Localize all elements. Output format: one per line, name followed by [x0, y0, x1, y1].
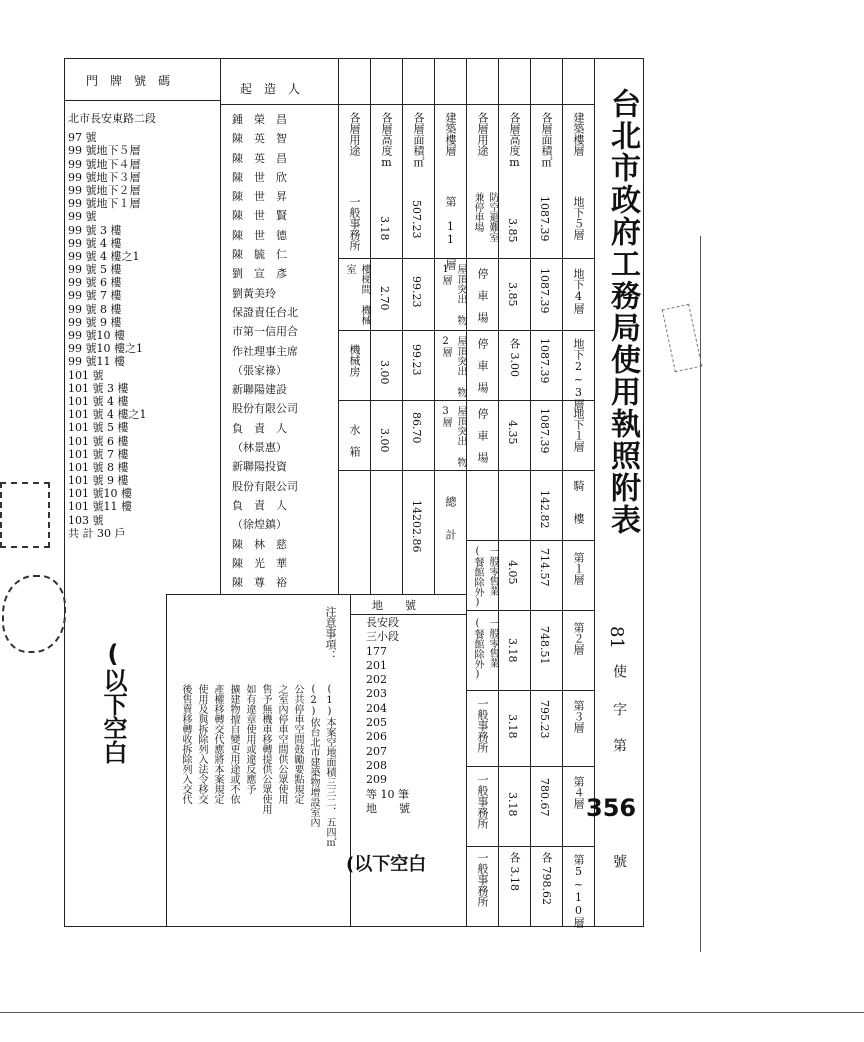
list-item: 地 號	[366, 801, 410, 815]
license-suffix: 號	[611, 854, 627, 868]
list-item: 99 號 8 樓	[68, 302, 122, 316]
list-item: 陳 英 昌	[232, 151, 287, 165]
table-cell: 一般事務所	[476, 774, 489, 829]
table-cell: 3.85	[506, 218, 519, 243]
list-item: 103 號	[68, 513, 104, 527]
table-cell: 14202.86	[410, 500, 423, 553]
list-item: 101 號 3 樓	[68, 381, 129, 395]
list-item: （林景惠）	[232, 441, 287, 455]
list-item: 99 號10 樓	[68, 329, 125, 342]
note-line: 如有違章使用或違反應予	[244, 684, 255, 794]
list-item: 北市長安東路二段	[68, 112, 156, 125]
list-item: 99 號 9 樓	[68, 315, 122, 329]
table-cell: 1087.39	[538, 408, 551, 454]
note-line: 擴建物擅自變更用途或不依	[228, 684, 239, 804]
table-cell: 地下１層	[572, 408, 585, 452]
row-label-use-2: 各層用途	[348, 112, 361, 156]
list-item: 101 號 4 樓之1	[68, 408, 147, 422]
table-cell: 507.23	[410, 200, 423, 239]
table-cell: 停 車 場	[476, 338, 489, 393]
list-item: 市第一信用合	[232, 325, 298, 339]
table-cell: 水 箱	[348, 424, 361, 457]
list-item: 202	[366, 673, 387, 687]
address-list	[68, 112, 218, 540]
header-divider-left	[64, 100, 220, 101]
list-item: 101 號 7 樓	[68, 447, 129, 461]
list-item: 三小段	[366, 630, 399, 644]
binding-mark	[662, 304, 703, 372]
row-label-floor-2: 建築樓層	[444, 112, 457, 156]
list-item: 鍾 榮 昌	[232, 113, 287, 126]
table-cell: 各 3.18	[508, 852, 521, 891]
license-prefix: 81	[606, 626, 627, 649]
table-cell: 一般事務所	[348, 196, 361, 251]
list-item: 陳 世 賢	[232, 209, 287, 223]
list-item: 99 號地下５層	[68, 144, 141, 158]
stamp-mark	[2, 575, 66, 653]
table-cell: 第３層	[572, 700, 585, 733]
table-cell: 714.57	[538, 548, 551, 587]
list-item: 99 號 5 樓	[68, 263, 122, 277]
list-item: 205	[366, 716, 387, 730]
table-cell: 86.70	[410, 412, 423, 444]
list-item: 劉 宣 彥	[232, 267, 287, 281]
list-item: 99 號地下３層	[68, 170, 141, 184]
list-item: 99 號地下４層	[68, 157, 141, 171]
table-cell: 1087.39	[538, 268, 551, 314]
list-item: 101 號 4 樓	[68, 394, 129, 408]
table-cell: 748.51	[538, 626, 551, 665]
row-label-area-2: 各層面積㎡	[412, 112, 425, 167]
builder-table-divider	[338, 58, 339, 594]
list-item: 99 號 7 樓	[68, 289, 122, 303]
list-item: 陳 毓 仁	[232, 248, 287, 262]
table-cell: 第 11 層	[444, 196, 457, 270]
table-cell: 停 車 場	[476, 268, 489, 323]
table-cell: 一般事務所	[476, 698, 489, 753]
list-item: 99 號 4 樓之1	[68, 249, 140, 263]
land-left-border	[350, 594, 351, 926]
row-label-area: 各層面積㎡	[540, 112, 553, 167]
table-cell: 一般零售業 (餐館除外)	[472, 546, 498, 608]
list-item: 207	[366, 744, 387, 758]
list-item: （徐煌鎮）	[232, 518, 287, 532]
table-cell: 第5~10層	[572, 854, 585, 928]
row-label-floor: 建築樓層	[572, 112, 585, 156]
list-item: 長安段	[366, 616, 399, 629]
list-item: 203	[366, 687, 387, 701]
list-item: 陳 英 智	[232, 132, 287, 146]
table-cell: 1087.39	[538, 338, 551, 384]
note-line: 售予無機車移轉提供公眾使用	[260, 684, 271, 814]
door-plate-header: 門 牌 號 碼	[86, 74, 171, 88]
list-item: 101 號11 樓	[68, 500, 132, 514]
list-item: 101 號 8 樓	[68, 460, 129, 474]
table-cell: 4.35	[506, 420, 519, 445]
list-item: 99 號 3 樓	[68, 223, 122, 237]
table-cell: 地下2~3層	[572, 338, 585, 410]
table-cell: 總 計	[444, 496, 457, 540]
table-cell: 3.18	[506, 714, 519, 739]
handwritten-blank-middle: (以下空白	[346, 854, 427, 875]
note-line: (2)依台北市建築物增設室內	[308, 684, 319, 827]
license-number-handwritten: 356	[586, 794, 637, 822]
land-header-divider	[350, 614, 466, 615]
license-char2: 字	[611, 702, 627, 716]
frame-top	[64, 58, 644, 59]
table-cell: 1087.39	[538, 196, 551, 242]
list-item: 99 號10 樓之1	[68, 342, 143, 356]
list-item: 204	[366, 701, 387, 715]
total-households: 共 計 30 戶	[68, 526, 126, 540]
license-char3: 第	[611, 738, 627, 752]
table-cell: 各 798.62	[540, 852, 553, 905]
list-item: 作社理事主席	[232, 344, 298, 358]
list-item: 等 10 筆	[366, 787, 409, 801]
table-cell: 機械房	[348, 344, 361, 377]
list-item: 201	[366, 658, 387, 672]
list-item: 101 號	[68, 368, 104, 382]
table-cell: 3.18	[506, 792, 519, 817]
list-item: 陳 林 慈	[232, 537, 287, 551]
table-cell: 騎 樓	[572, 480, 585, 524]
table-cell: 屋頂突出 物3層	[440, 406, 466, 467]
list-item: 股份有限公司	[232, 402, 298, 416]
list-item: 99 號	[68, 210, 97, 224]
table-cell: 第１層	[572, 552, 585, 585]
table-cell: 99.23	[410, 276, 423, 308]
license-char1: 使	[611, 664, 627, 678]
address-builder-divider	[220, 58, 221, 594]
row-label-use: 各層用途	[476, 112, 489, 156]
binding-mark	[700, 236, 701, 952]
table-cell: 142.82	[538, 490, 551, 529]
list-item: 陳 尊 裕	[232, 576, 287, 590]
list-item: 陳 世 德	[232, 228, 287, 242]
table-cell: 樓梯間 機械室	[344, 264, 370, 325]
table-cell: 3.18	[378, 216, 391, 241]
list-item: 保證責任台北	[232, 305, 298, 319]
table-cell: 屋頂突出 物1層	[440, 264, 466, 325]
table-cell: 3.85	[506, 282, 519, 307]
list-item: 陳 世 昇	[232, 190, 287, 204]
table-cell: 3.00	[378, 360, 391, 385]
table-cell: 一般事務所	[476, 852, 489, 907]
notes-left-border	[166, 594, 167, 926]
list-item: 99 號 4 樓	[68, 236, 122, 250]
table-cell: 各 3.00	[508, 338, 521, 377]
table-cell: 4.05	[506, 560, 519, 585]
table-cell: 地下５層	[572, 196, 585, 240]
table-cell: 3.00	[378, 428, 391, 453]
table-cell: 第４層	[572, 776, 585, 809]
list-item: 99 號地下１層	[68, 197, 141, 211]
table-cell: 一般零售業 (餐館除外)	[472, 618, 498, 680]
list-item: 新聯陽建設	[232, 383, 287, 397]
list-item: 209	[366, 773, 387, 787]
list-item: 負 責 人	[232, 498, 287, 512]
land-list	[366, 616, 462, 816]
table-cell: 99.23	[410, 344, 423, 376]
builder-header: 起 造 人	[240, 82, 301, 96]
land-header: 地 號	[372, 599, 416, 612]
list-item: 劉黃美玲	[232, 286, 276, 300]
list-item: 負 責 人	[232, 421, 287, 435]
note-line: 公共停車空間鼓勵要點規定	[292, 684, 303, 804]
list-item: 新聯陽投資	[232, 460, 287, 474]
table-cell: 屋頂突出 物2層	[440, 336, 466, 397]
notes-header: 注意事項：	[324, 606, 337, 661]
document-title: 台北市政府工務局使用執照附表	[605, 88, 640, 536]
note-line: 使用及與拆除列入法令移交	[196, 684, 207, 804]
handwritten-blank-left: (以下空白	[99, 640, 127, 764]
list-item: 99 號地下２層	[68, 183, 141, 197]
table-cell: 780.67	[538, 778, 551, 817]
list-item: 97 號	[68, 131, 97, 145]
frame-bottom	[64, 926, 644, 927]
frame-left	[64, 58, 65, 926]
list-item: 206	[366, 730, 387, 744]
table-cell: 停 車 場	[476, 408, 489, 463]
list-item: 陳 光 華	[232, 556, 287, 570]
list-item: （張家祿）	[232, 363, 287, 377]
builder-list	[232, 110, 332, 592]
stamp-mark	[0, 482, 50, 548]
table-cell: 防空避難室 兼停車場	[472, 192, 498, 242]
row-label-height-2: 各層高度m	[380, 112, 393, 169]
note-line: 產權移轉交代應將本案規定	[212, 684, 223, 804]
list-item: 股份有限公司	[232, 479, 298, 493]
list-item: 101 號10 樓	[68, 487, 132, 501]
list-item: 208	[366, 758, 387, 772]
note-line: 之室內停車空間供公眾使用	[276, 684, 287, 804]
table-cell: 795.23	[538, 700, 551, 739]
table-cell: 第２層	[572, 622, 585, 655]
header-divider-builder	[220, 104, 338, 105]
row-label-height: 各層高度m	[508, 112, 521, 169]
list-item: 101 號 5 樓	[68, 421, 129, 435]
table-cell: 地下4層	[572, 268, 585, 314]
table-cell: 3.18	[506, 638, 519, 663]
list-item: 99 號 6 樓	[68, 276, 122, 290]
page-bottom-line	[0, 1012, 864, 1013]
note-line: (1)本案空地面積三三二．五四㎡	[324, 684, 335, 847]
table-cell: 2.70	[378, 286, 391, 311]
list-item: 101 號 9 樓	[68, 474, 129, 488]
list-item: 陳 世 欣	[232, 170, 287, 184]
list-item: 177	[366, 644, 387, 658]
note-line: 後售賣移轉收拆除列入交代	[180, 684, 191, 804]
list-item: 99 號11 樓	[68, 355, 125, 369]
list-item: 101 號 6 樓	[68, 434, 129, 448]
